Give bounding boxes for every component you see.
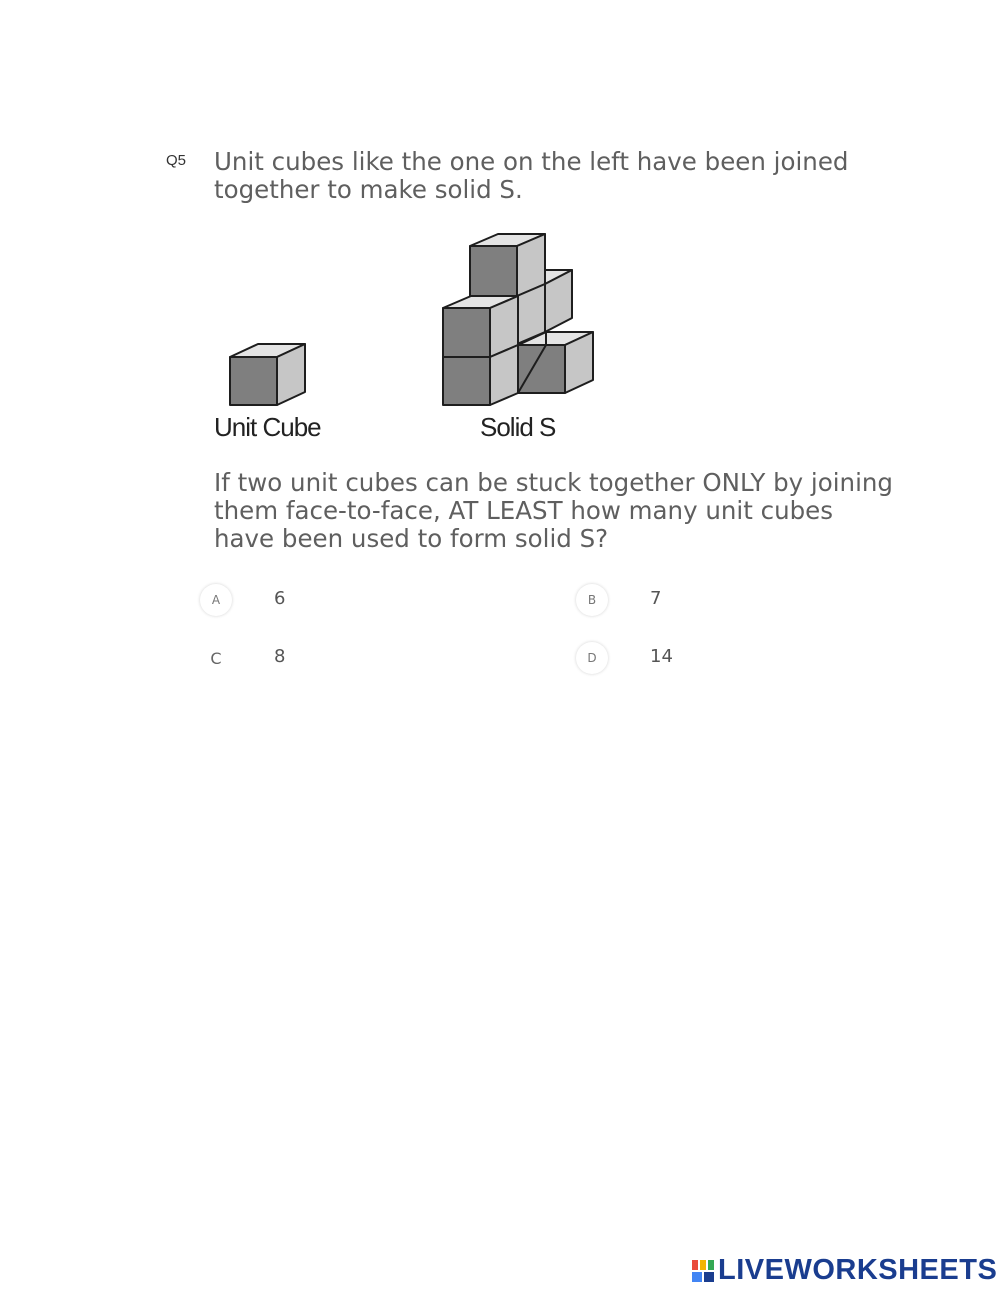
option-c-letter[interactable]: C (200, 642, 232, 674)
solid-s (443, 234, 593, 405)
option-d-letter[interactable]: D (576, 642, 608, 674)
option-a-letter[interactable]: A (200, 584, 232, 616)
option-b[interactable] (576, 584, 662, 616)
option-b-value: 7 (650, 588, 662, 609)
question-stem: Unit cubes like the one on the left have been joined together to make solid S. (214, 147, 849, 204)
option-c[interactable] (200, 642, 286, 674)
option-a-value: 6 (274, 588, 286, 609)
option-d-value: 14 (650, 646, 673, 667)
option-c-value: 8 (274, 646, 286, 667)
unit-cube (230, 344, 305, 405)
unit-cube-caption: Unit Cube (214, 412, 321, 442)
liveworksheets-logo[interactable] (692, 1254, 997, 1287)
option-d[interactable] (576, 642, 673, 674)
option-b-letter[interactable]: B (576, 584, 608, 616)
cube-figure (0, 0, 1000, 460)
question-number: Q5 (166, 152, 187, 169)
liveworksheets-logo-icon (692, 1260, 714, 1282)
question-prompt: If two unit cubes can be stuck together ONLY by joining them face-to-face, AT LEAST how many unit cubes have been used to form solid S? (214, 468, 893, 553)
option-a[interactable] (200, 584, 286, 616)
logo-text: LIVEWORKSHEETS (718, 1254, 998, 1286)
solid-s-caption: Solid S (480, 412, 556, 442)
